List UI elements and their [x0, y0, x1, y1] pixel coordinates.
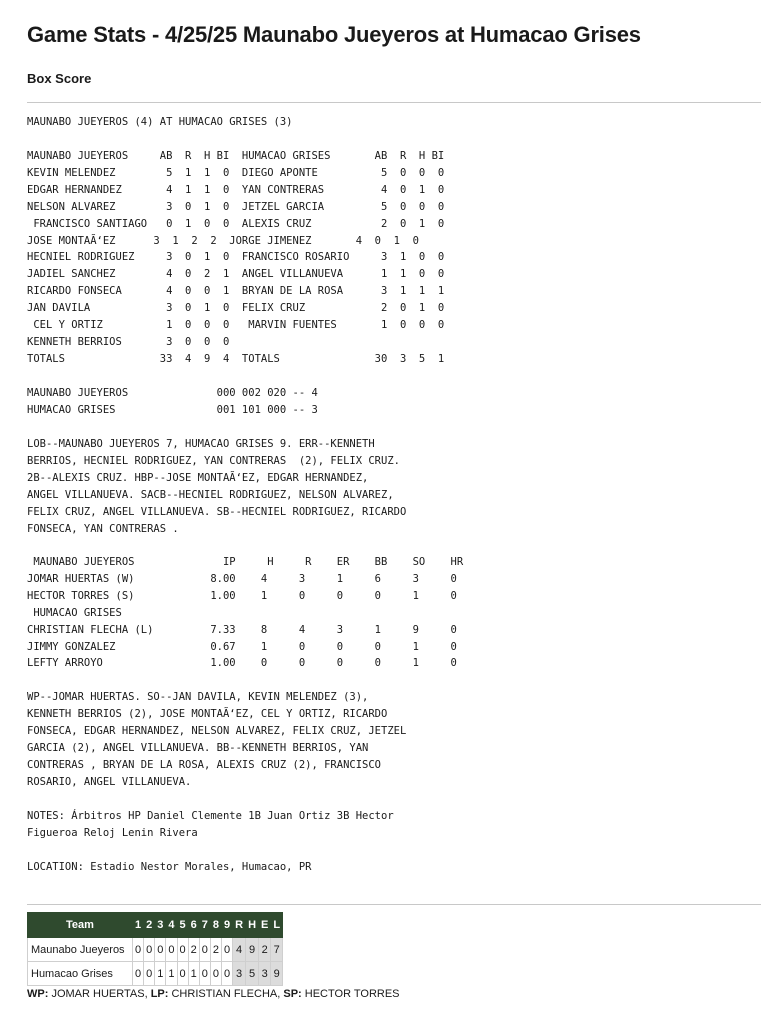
header-team: Team: [28, 913, 133, 938]
save-pitcher: HECTOR TORRES: [304, 988, 400, 1000]
linescore-table: [27, 912, 283, 986]
errors-total: 2: [259, 938, 271, 962]
lob-total: 7: [271, 938, 283, 962]
inning-score: 0: [222, 938, 233, 962]
header-errors: E: [259, 913, 271, 938]
runs-total: 4: [233, 938, 246, 962]
team-name: Maunabo Jueyeros: [28, 938, 133, 962]
inning-score: 0: [133, 938, 144, 962]
inning-score: 2: [188, 938, 199, 962]
losing-pitcher: CHRISTIAN FLECHA: [171, 988, 278, 1000]
header-inning-7: 7: [199, 913, 210, 938]
errors-total: 3: [259, 962, 271, 986]
inning-score: 0: [210, 962, 221, 986]
inning-score: 0: [144, 938, 155, 962]
inning-score: 0: [144, 962, 155, 986]
inning-score: 0: [133, 962, 144, 986]
header-inning-6: 6: [188, 913, 199, 938]
inning-score: 0: [166, 938, 177, 962]
runs-total: 3: [233, 962, 246, 986]
team-name: Humacao Grises: [28, 962, 133, 986]
divider-top: [27, 102, 761, 103]
divider-bottom: [27, 904, 761, 905]
inning-score: 0: [177, 962, 188, 986]
wp-label: WP:: [27, 988, 49, 1000]
inning-score: 0: [199, 962, 210, 986]
header-inning-2: 2: [144, 913, 155, 938]
header-inning-8: 8: [210, 913, 221, 938]
inning-score: 1: [188, 962, 199, 986]
header-inning-5: 5: [177, 913, 188, 938]
batting-notes: LOB--MAUNABO JUEYEROS 7, HUMACAO GRISES 9. ERR--KENNETH BERRIOS, HECNIEL RODRIGUEZ, YAN CONTRERAS (2), FELIX CRUZ. 2B--ALEXIS CRUZ. HBP--JOSE MONTAÃ‘EZ, EDGAR HERNANDEZ, ANGEL VILLANUEVA. SACB--HECNIEL RODRIGUEZ, NELSON ALVAREZ, FELIX CRUZ, ANGEL VILLANUEVA. SB--HECNIEL RODRIGUEZ, RICARDO FONSECA, YAN CONTRERAS .: [27, 438, 407, 535]
pitching-notes: WP--JOMAR HUERTAS. SO--JAN DAVILA, KEVIN MELENDEZ (3), KENNETH BERRIOS (2), JOSE MONTAÃ‘EZ, CEL Y ORTIZ, RICARDO FONSECA, EDGAR HERNANDEZ, NELSON ALVAREZ, FELIX CRUZ, JETZEL GARCIA (2), ANGEL VILLANUEVA. BB--KENNETH BERRIOS, YAN CONTRERAS , BRYAN DE LA ROSA, ALEXIS CRUZ (2), FRANCISCO ROSARIO, ANGEL VILLANUEVA.: [27, 691, 407, 788]
linescore-row-away: [28, 938, 283, 962]
inning-score: 0: [177, 938, 188, 962]
umpire-notes: NOTES: Árbitros HP Daniel Clemente 1B Juan Ortiz 3B Hector Figueroa Reloj Lenin Rivera: [27, 810, 394, 839]
pitching-box: MAUNABO JUEYEROS IP H R ER BB SO HR JOMAR HUERTAS (W) 8.00 4 3 1 6 3 0 HECTOR TORRES (S) 1.00 1 0 0 0 1 0 HUMACAO GRISES CHRISTIAN FLECHA (L) 7.33 8 4 3 1 9 0 JIMMY GONZALEZ 0.67 1 0 0 0 1 0 LEFTY ARROYO 1.00 0 0 0 0 1 0: [27, 556, 464, 670]
header-runs: R: [233, 913, 246, 938]
header-inning-4: 4: [166, 913, 177, 938]
inning-score: 0: [222, 962, 233, 986]
page-title: Game Stats - 4/25/25 Maunabo Jueyeros at Humacao Grises: [27, 22, 641, 47]
header-inning-9: 9: [222, 913, 233, 938]
lob-total: 9: [271, 962, 283, 986]
hits-total: 5: [246, 962, 259, 986]
sp-label: SP:: [283, 988, 302, 1000]
box-score-heading: Box Score: [27, 71, 92, 86]
pitcher-decisions: WP: JOMAR HUERTAS, LP: CHRISTIAN FLECHA, SP: HECTOR TORRES: [27, 988, 400, 1000]
header-hits: H: [246, 913, 259, 938]
header-inning-3: 3: [155, 913, 166, 938]
linescore-row-home: [28, 962, 283, 986]
inning-score: 2: [210, 938, 221, 962]
batting-box: MAUNABO JUEYEROS AB R H BI HUMACAO GRISES AB R H BI KEVIN MELENDEZ 5 1 1 0 DIEGO APONTE 5 0 0 0 EDGAR HERNANDEZ 4 1 1 0 YAN CONTRERAS 4 0 1 0 NELSON ALVAREZ 3 0 1 0 JETZEL GARCIA 5 0 0 0 FRANCISCO SANTIAGO 0 1 0 0 ALEXIS CRUZ 2 0 1 0 JOSE MONTAÃ‘EZ 3 1 2 2 JORGE JIMENEZ 4 0 1 0 HECNIEL RODRIGUEZ 3 0 1 0 FRANCISCO ROSARIO 3 1 0 0 JADIEL SANCHEZ 4 0 2 1 ANGEL VILLANUEVA 1 1 0 0 RICARDO FONSECA 4 0 0 1 BRYAN DE LA ROSA 3 1 1 1 JAN DAVILA 3 0 1 0 FELIX CRUZ 2 0 1 0 CEL Y ORTIZ 1 0 0 0 MARVIN FUENTES 1 0 0 0 KENNETH BERRIOS 3 0 0 0 TOTALS 33 4 9 4 TOTALS 30 3 5 1: [27, 150, 445, 365]
matchup-line: MAUNABO JUEYEROS (4) AT HUMACAO GRISES (3): [27, 116, 293, 128]
linescore-header-row: [28, 913, 283, 938]
inning-score: 1: [155, 962, 166, 986]
inning-score: 1: [166, 962, 177, 986]
header-inning-1: 1: [133, 913, 144, 938]
hits-total: 9: [246, 938, 259, 962]
linescore-text: MAUNABO JUEYEROS 000 002 020 -- 4 HUMACAO GRISES 001 101 000 -- 3: [27, 387, 318, 416]
winning-pitcher: JOMAR HUERTAS: [51, 988, 145, 1000]
location-line: LOCATION: Estadio Nestor Morales, Humacao, PR: [27, 861, 312, 873]
inning-score: 0: [199, 938, 210, 962]
lp-label: LP:: [150, 988, 169, 1000]
header-lob: L: [271, 913, 283, 938]
inning-score: 0: [155, 938, 166, 962]
